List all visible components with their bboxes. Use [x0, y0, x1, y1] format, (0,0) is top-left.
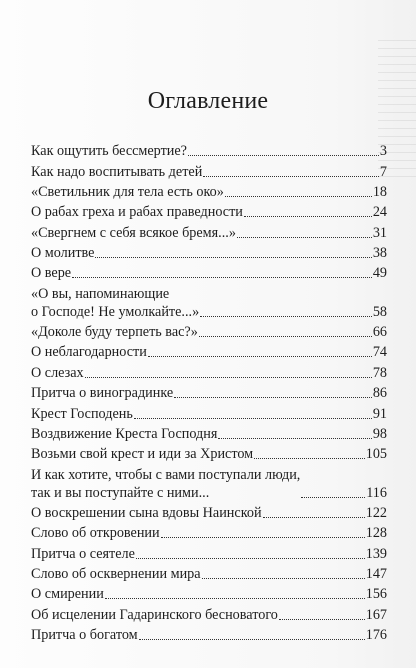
toc-entry-page-number: 98	[372, 425, 387, 442]
toc-entry	[31, 563, 387, 583]
dot-leader	[199, 336, 372, 337]
dot-leader	[188, 155, 379, 156]
toc-entry-page-number: 49	[372, 265, 387, 282]
dot-leader	[139, 639, 365, 640]
toc-entry-title: О рабах греха и рабах праведности	[31, 204, 243, 221]
toc-entry-title: Притча о сеятеле	[31, 545, 135, 562]
toc-entry-page-number: 18	[372, 184, 387, 201]
toc-entry	[31, 181, 387, 201]
dot-leader	[237, 237, 372, 238]
page-title: Оглавление	[147, 88, 269, 114]
toc-entry-title: О смирении	[31, 586, 104, 603]
dot-leader	[72, 277, 372, 278]
toc-entry-page-number: 147	[365, 565, 387, 582]
toc-entry-title: «Свергнем с себя всякое бремя...»	[31, 224, 236, 241]
toc-entry-title: Слово об откровении	[31, 525, 160, 542]
toc-entry-page-number: 31	[372, 224, 387, 241]
toc-entry-page-number: 3	[379, 143, 387, 160]
toc-entry-title: О неблагодарности	[31, 344, 147, 361]
dot-leader	[218, 438, 371, 439]
toc-entry-page-number: 105	[365, 446, 387, 463]
dot-leader	[244, 216, 372, 217]
toc-entry-title: Об исцелении Гадаринского бесноватого	[31, 606, 278, 623]
toc-entry	[31, 624, 387, 644]
toc-entry-page-number: 167	[365, 606, 387, 623]
toc-entry	[31, 443, 387, 463]
dot-leader	[134, 418, 372, 419]
toc-entry-title: О молитве	[31, 245, 95, 262]
dot-leader	[85, 377, 372, 378]
toc-entry-title: О слезах	[31, 364, 84, 381]
toc-entry	[31, 583, 387, 603]
toc-entry-page-number: 122	[365, 504, 387, 521]
toc-entry-title: «О вы, напоминающие о Господе! Не умолкайте...»	[31, 285, 200, 320]
toc-entry	[31, 282, 387, 320]
toc-entry	[31, 262, 387, 282]
toc-entry	[31, 423, 387, 443]
toc-entry-title: «Светильник для тела есть око»	[31, 184, 224, 201]
toc-entry-title: Притча о богатом	[31, 627, 138, 643]
dot-leader	[136, 558, 365, 559]
dot-leader	[148, 356, 372, 357]
toc-entry	[31, 542, 387, 562]
toc-entry	[31, 140, 387, 160]
toc-entry-title: Как ощутить бессмертие?	[31, 143, 187, 160]
toc-entry	[31, 402, 387, 422]
toc-entry	[31, 341, 387, 361]
toc-entry	[31, 382, 387, 402]
dot-leader	[105, 598, 365, 599]
dot-leader	[225, 196, 372, 197]
toc-entry-page-number: 78	[372, 364, 387, 381]
toc-entry-title: И как хотите, чтобы с вами поступали люди, так и вы поступайте с ними...	[31, 466, 301, 501]
toc-entry-page-number: 86	[372, 385, 387, 402]
toc-entry	[31, 242, 387, 262]
toc-entry-title: О воскрешении сына вдовы Наинской	[31, 504, 262, 521]
toc-entry-page-number: 91	[372, 405, 387, 422]
dot-leader	[161, 537, 365, 538]
dot-leader	[203, 176, 379, 177]
toc-entry-page-number: 139	[365, 545, 387, 562]
dot-leader	[200, 316, 372, 317]
toc-entry-title: Воздвижение Креста Господня	[31, 425, 218, 442]
toc-entry-title: «Доколе буду терпеть вас?»	[31, 324, 198, 341]
toc-entry-page-number: 38	[372, 245, 387, 262]
toc-entry	[31, 502, 387, 522]
toc-entry	[31, 522, 387, 542]
toc-entry-title: Слово об осквернении мира	[31, 565, 201, 582]
toc-entry-page-number: 156	[365, 586, 387, 603]
toc-entry-page-number: 74	[372, 344, 387, 361]
toc-entry-page-number: 116	[366, 484, 387, 501]
toc-entry-title: Крест Господень	[31, 405, 133, 422]
dot-leader	[279, 619, 365, 620]
toc-entry-page-number: 7	[379, 163, 387, 180]
toc-entry	[31, 463, 387, 501]
dot-leader	[202, 578, 365, 579]
toc-entry-page-number: 176	[365, 627, 387, 643]
dot-leader	[263, 517, 365, 518]
toc-entry	[31, 160, 387, 180]
toc-entry-title: Возьми свой крест и иди за Христом	[31, 446, 254, 463]
toc-entry-title: О вере	[31, 265, 72, 282]
toc-entry	[31, 361, 387, 381]
toc-entry-title: Как надо воспитывать детей	[31, 163, 203, 180]
toc-entry	[31, 603, 387, 623]
table-of-contents	[31, 140, 387, 644]
toc-entry-page-number: 58	[372, 303, 387, 320]
dot-leader	[95, 257, 371, 258]
toc-entry	[31, 221, 387, 241]
toc-entry	[31, 321, 387, 341]
toc-entry-page-number: 24	[372, 204, 387, 221]
dot-leader	[301, 497, 365, 498]
toc-entry	[31, 201, 387, 221]
dot-leader	[174, 397, 372, 398]
dot-leader	[254, 458, 365, 459]
toc-entry-title: Притча о виноградинке	[31, 385, 174, 402]
toc-entry-page-number: 128	[365, 525, 387, 542]
toc-entry-page-number: 66	[372, 324, 387, 341]
